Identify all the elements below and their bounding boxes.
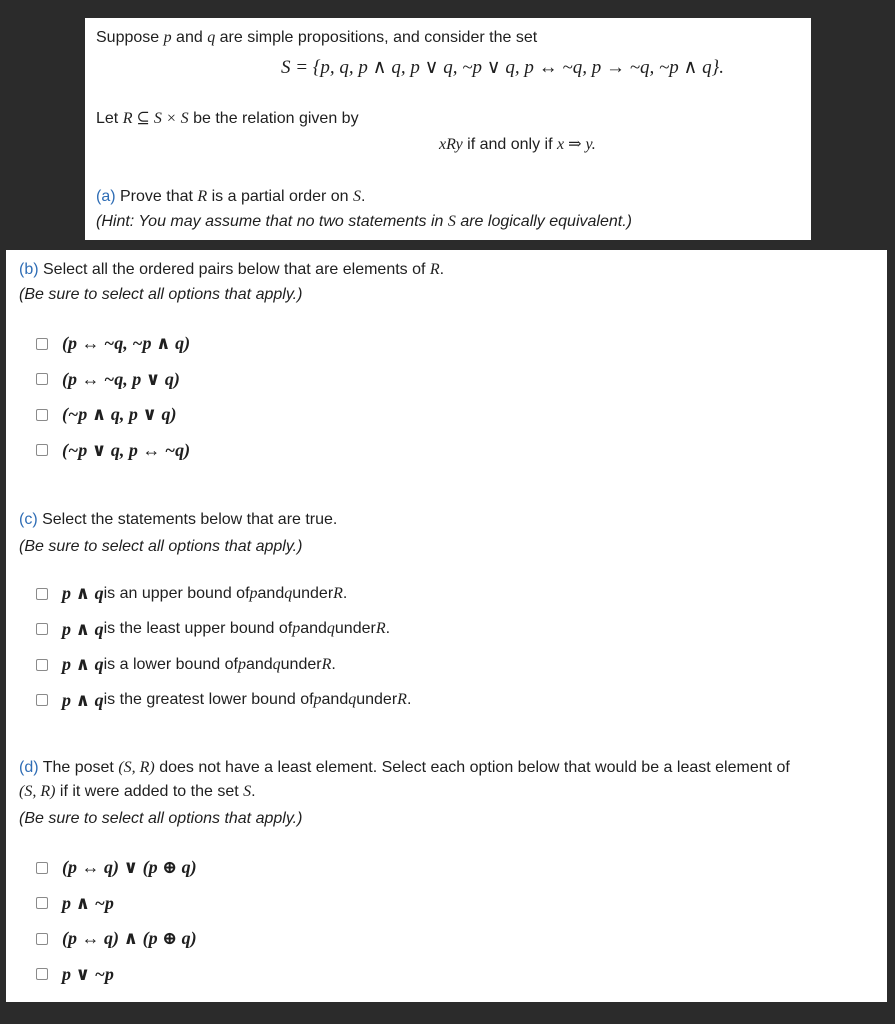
- checkbox[interactable]: [36, 409, 48, 421]
- part-a-hint: (Hint: You may assume that no two statements in S are logically equivalent.): [96, 213, 632, 230]
- problem-statement-panel: [85, 18, 811, 240]
- option-c4[interactable]: p ∧ q is the greatest lower bound of p and q under R .: [36, 683, 411, 719]
- part-c-options: [36, 576, 411, 718]
- checkbox[interactable]: [36, 862, 48, 874]
- part-c-question: (c) Select the statements below that are true.: [19, 511, 338, 528]
- option-d2[interactable]: p ∧ ~p: [36, 886, 197, 922]
- checkbox[interactable]: [36, 897, 48, 909]
- part-d-options: [36, 850, 197, 992]
- part-a-question: (a) Prove that R is a partial order on S.: [96, 188, 366, 205]
- checkbox[interactable]: [36, 444, 48, 456]
- option-c1[interactable]: p ∧ q is an upper bound of p and q under R .: [36, 576, 411, 612]
- part-b-question: (b) Select all the ordered pairs below that are elements of R.: [19, 261, 445, 278]
- checkbox[interactable]: [36, 623, 48, 635]
- checkbox[interactable]: [36, 338, 48, 350]
- set-definition: S = {p, q, p ∧ q, p ∨ q, ~p ∨ q, p ↔ ~q, p → ~q, ~p ∧ q}.: [281, 57, 725, 78]
- option-b2[interactable]: (p ↔ ~q, p ∨ q): [36, 362, 190, 398]
- part-d-hint: (Be sure to select all options that apply.): [19, 810, 303, 827]
- relation-definition: xRy if and only if x ⇒ y.: [439, 136, 596, 153]
- option-d1[interactable]: (p ↔ q) ∨ (p ⊕ q): [36, 850, 197, 886]
- option-d4[interactable]: p ∨ ~p: [36, 957, 197, 993]
- part-d-question: (d) The poset (S, R) does not have a least element. Select each option below that would be a least element of (S, R) if it were added to the set S.: [19, 759, 790, 800]
- checkbox[interactable]: [36, 968, 48, 980]
- option-c3[interactable]: p ∧ q is a lower bound of p and q under R .: [36, 647, 411, 683]
- checkbox[interactable]: [36, 588, 48, 600]
- option-b4[interactable]: (~p ∨ q, p ↔ ~q): [36, 433, 190, 469]
- checkbox[interactable]: [36, 694, 48, 706]
- checkbox[interactable]: [36, 373, 48, 385]
- option-b3[interactable]: (~p ∧ q, p ∨ q): [36, 397, 190, 433]
- part-c-hint: (Be sure to select all options that apply.): [19, 538, 303, 555]
- option-b1[interactable]: (p ↔ ~q, ~p ∧ q): [36, 326, 190, 362]
- intro-text: Suppose p and q are simple propositions, and consider the set: [96, 29, 538, 46]
- option-d3[interactable]: (p ↔ q) ∧ (p ⊕ q): [36, 921, 197, 957]
- checkbox[interactable]: [36, 659, 48, 671]
- part-b-options: [36, 326, 190, 468]
- questions-panel: [6, 250, 887, 1002]
- part-b-hint: (Be sure to select all options that apply.): [19, 286, 303, 303]
- relation-intro: Let R ⊆ S × S be the relation given by: [96, 110, 359, 127]
- option-c2[interactable]: p ∧ q is the least upper bound of p and q under R .: [36, 612, 411, 648]
- checkbox[interactable]: [36, 933, 48, 945]
